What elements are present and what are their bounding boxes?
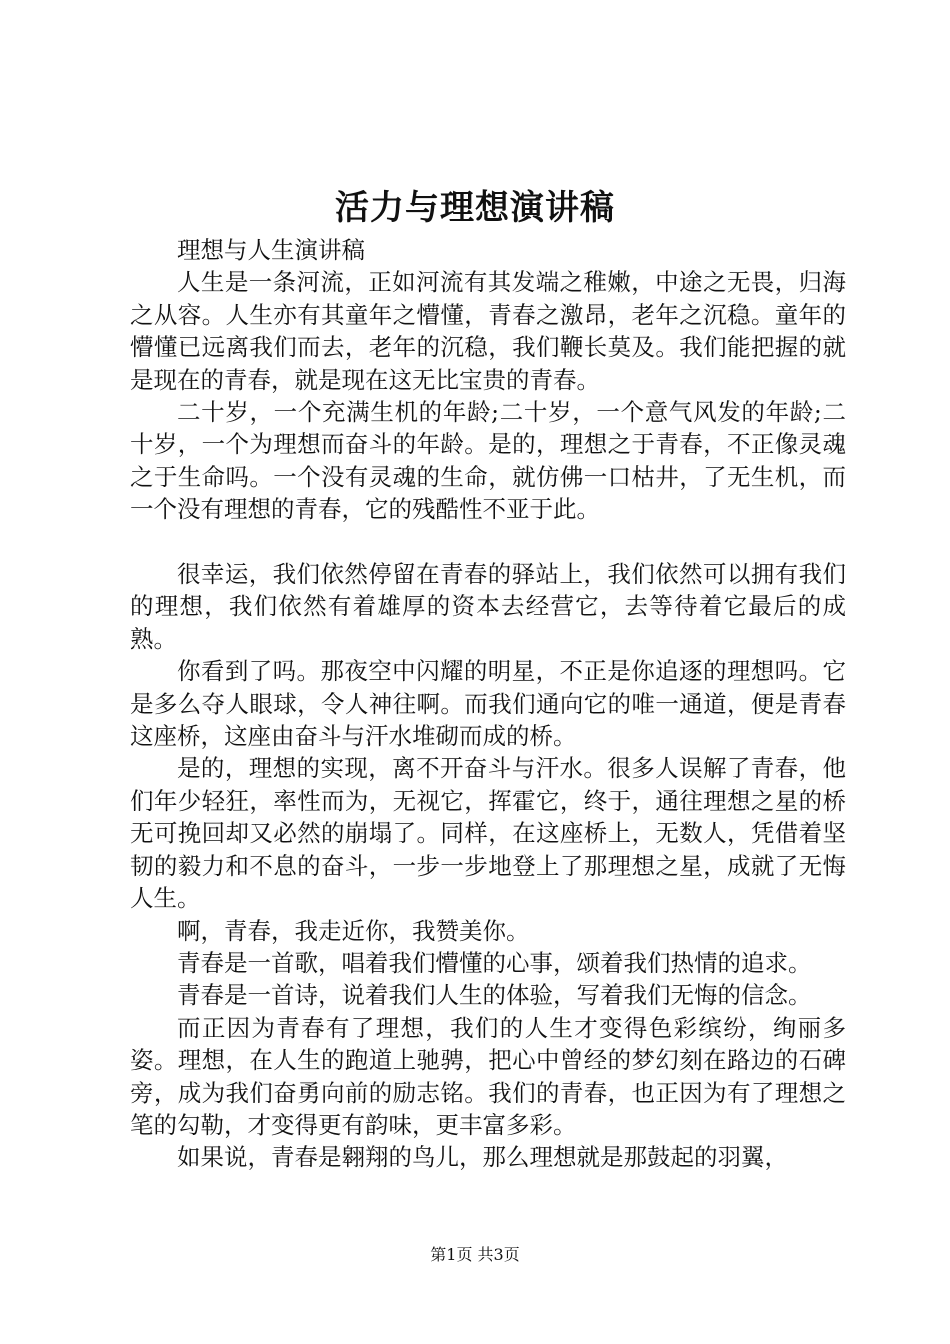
body-paragraph: 而正因为青春有了理想，我们的人生才变得色彩缤纷，绚丽多姿。理想，在人生的跑道上驰骋，把心中曾经的梦幻刻在路边的石碑旁，成为我们奋勇向前的励志铭。我们的青春，也正因为有了理想之笔的勾勒，才变得更有韵味，更丰富多彩。 <box>130 1013 846 1139</box>
body-paragraph: 青春是一首歌，唱着我们懵懂的心事，颂着我们热情的追求。 <box>177 948 812 977</box>
subtitle-paragraph: 理想与人生演讲稿 <box>177 236 365 264</box>
body-paragraph: 很幸运，我们依然停留在青春的驿站上，我们依然可以拥有我们的理想，我们依然有着雄厚的资本去经营它，去等待着它最后的成熟。 <box>130 560 846 653</box>
body-paragraph: 人生是一条河流，正如河流有其发端之稚嫩，中途之无畏，归海之从容。人生亦有其童年之懵懂，青春之激昂，老年之沉稳。童年的懵懂已远离我们而去，老年的沉稳，我们鞭长莫及。我们能把握的就是现在的青春，就是现在这无比宝贵的青春。 <box>130 268 846 394</box>
body-paragraph: 你看到了吗。那夜空中闪耀的明星，不正是你追逐的理想吗。它是多么夺人眼球，令人神往啊。而我们通向它的唯一通道，便是青春这座桥，这座由奋斗与汗水堆砌而成的桥。 <box>130 657 846 751</box>
page-number-footer: 第1页 共3页 <box>430 1245 520 1264</box>
body-paragraph: 二十岁，一个充满生机的年龄;二十岁，一个意气风发的年龄;二十岁，一个为理想而奋斗的年龄。是的，理想之于青春，不正像灵魂之于生命吗。一个没有灵魂的生命，就仿佛一口枯井，了无生机，而一个没有理想的青春，它的残酷性不亚于此。 <box>130 398 846 524</box>
body-paragraph: 是的，理想的实现，离不开奋斗与汗水。很多人误解了青春，他们年少轻狂，率性而为，无视它，挥霍它，终于，通往理想之星的桥无可挽回却又必然的崩塌了。同样，在这座桥上，无数人，凭借着坚韧的毅力和不息的奋斗，一步一步地登上了那理想之星，成就了无悔人生。 <box>130 754 846 913</box>
document-body <box>130 234 846 1174</box>
body-paragraph: 青春是一首诗，说着我们人生的体验，写着我们无悔的信念。 <box>177 981 812 1010</box>
body-paragraph: 如果说，青春是翱翔的鸟儿，那么理想就是那鼓起的羽翼， <box>177 1143 788 1172</box>
body-paragraph: 啊，青春，我走近你，我赞美你。 <box>177 916 530 945</box>
document-title: 活力与理想演讲稿 <box>335 188 615 228</box>
